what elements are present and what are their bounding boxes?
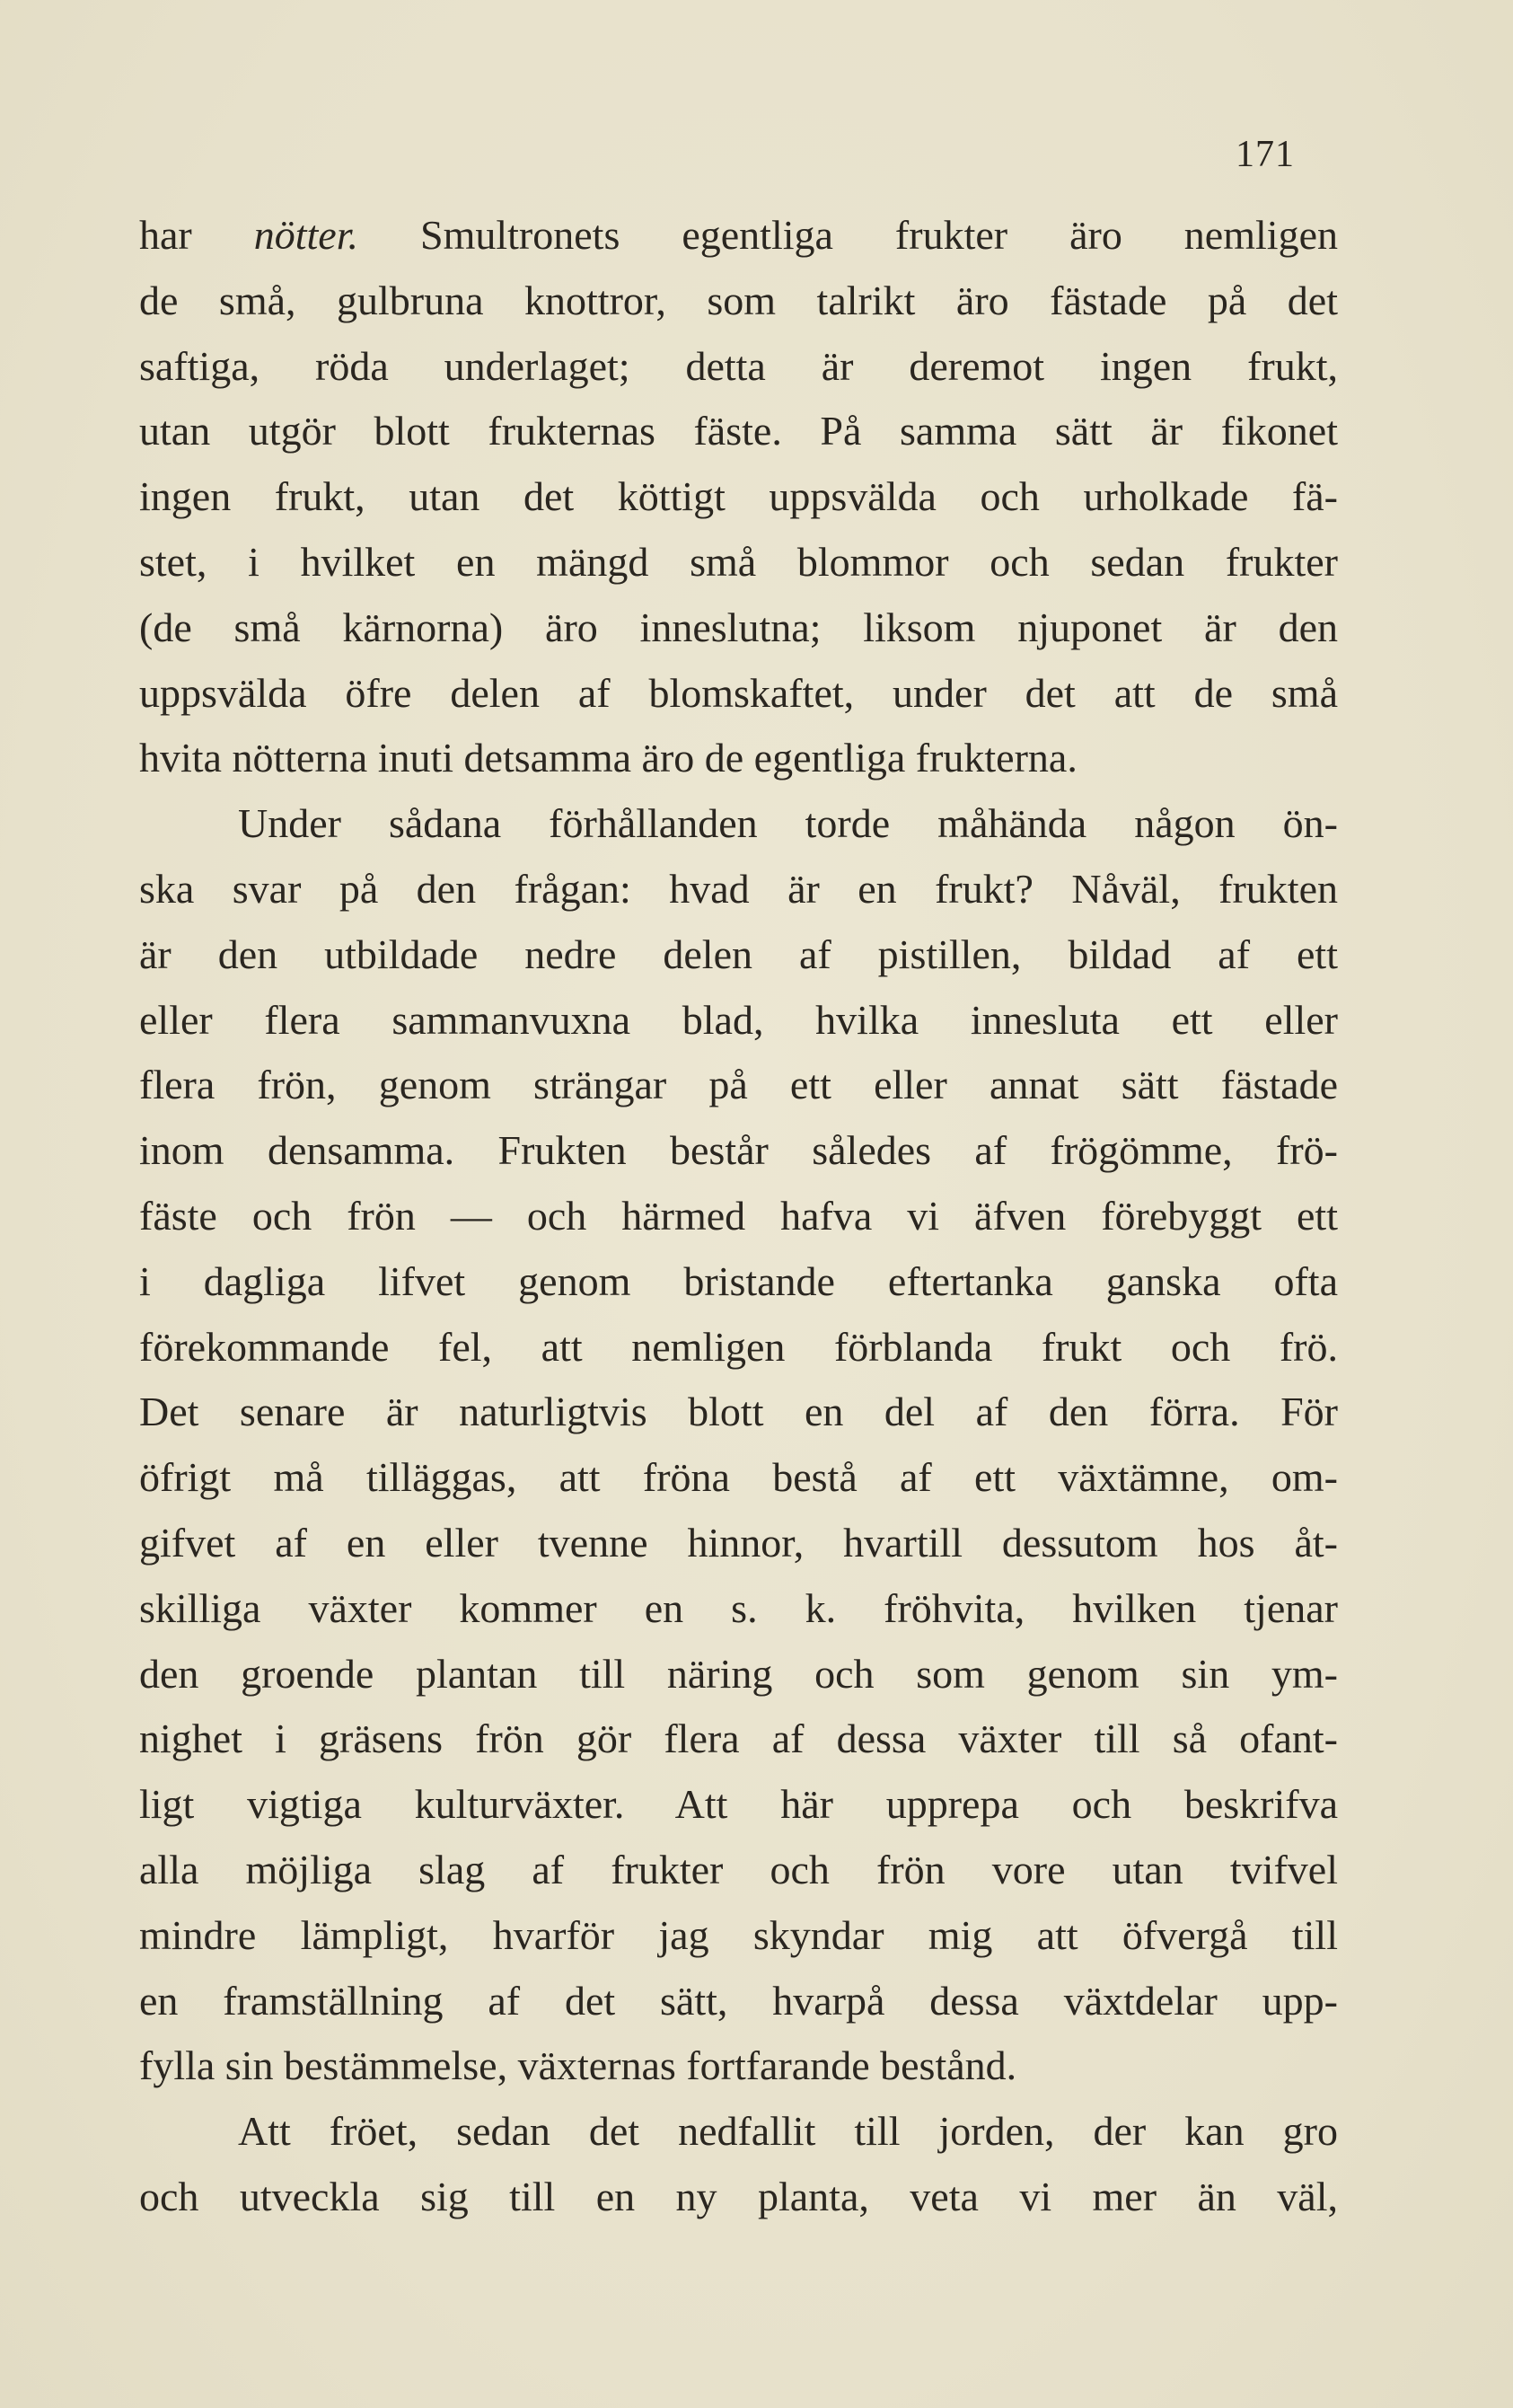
text-line-18: förekommande fel, att nemligen förblanda frukt och frö. [139, 1323, 1338, 1370]
text-line-1-pre: har [139, 212, 254, 258]
text-line-21: gifvet af en eller tvenne hinnor, hvartill dessutom hos åt- [139, 1519, 1338, 1566]
text-line-6: stet, i hvilket en mängd små blommor och sedan frukter [139, 538, 1338, 585]
text-line-1 [139, 203, 1338, 269]
text-line-2: de små, gulbruna knottror, som talrikt äro fästade på det [139, 277, 1338, 323]
text-line-29: fylla sin bestämmelse, växternas fortfarande bestånd. [139, 2042, 1017, 2089]
text-line-16: fäste och frön — och härmed hafva vi äfven förebyggt ett [139, 1192, 1338, 1239]
body-text [139, 203, 1338, 2230]
text-line-30: Att fröet, sedan det nedfallit till jorden, der kan gro [238, 2108, 1338, 2155]
text-line-8: uppsvälda öfre delen af blomskaftet, under det att de små [139, 669, 1338, 716]
text-line-23: den groende plantan till näring och som genom sin ym- [139, 1650, 1338, 1697]
text-line-9: hvita nötterna inuti detsamma äro de egentliga frukterna. [139, 735, 1078, 781]
text-line-4: utan utgör blott frukternas fäste. På samma sätt är fikonet [139, 408, 1338, 454]
text-line-14: flera frön, genom strängar på ett eller annat sätt fästade [139, 1062, 1338, 1108]
text-line-22: skilliga växter kommer en s. k. fröhvita, hvilken tjenar [139, 1584, 1338, 1631]
text-line-1-post: Smultronets egentliga frukter äro nemligen [358, 212, 1338, 258]
text-line-13: eller flera sammanvuxna blad, hvilka innesluta ett eller [139, 996, 1338, 1043]
page-number: 171 [1236, 134, 1295, 175]
text-line-20: öfrigt må tilläggas, att fröna bestå af ett växtämne, om- [139, 1454, 1338, 1501]
text-line-3: saftiga, röda underlaget; detta är deremot ingen frukt, [139, 342, 1338, 389]
text-line-10: Under sådana förhållanden torde måhända någon ön- [238, 800, 1338, 847]
text-line-12: är den utbildade nedre delen af pistillen, bildad af ett [139, 931, 1338, 977]
text-line-28: en framställning af det sätt, hvarpå dessa växtdelar upp- [139, 1977, 1338, 2024]
text-line-11: ska svar på den frågan: hvad är en frukt? Nåväl, frukten [139, 865, 1338, 912]
text-line-24: nighet i gräsens frön gör flera af dessa växter till så ofant- [139, 1716, 1338, 1762]
italic-word: nötter. [253, 212, 359, 258]
text-line-19: Det senare är naturligtvis blott en del af den förra. För [139, 1389, 1338, 1435]
text-line-5: ingen frukt, utan det köttigt uppsvälda och urholkade fä- [139, 473, 1338, 520]
text-line-26: alla möjliga slag af frukter och frön vore utan tvifvel [139, 1846, 1338, 1892]
text-line-7: (de små kärnorna) äro inneslutna; liksom njuponet är den [139, 604, 1338, 650]
text-line-31: och utveckla sig till en ny planta, veta vi mer än väl, [139, 2173, 1338, 2219]
text-line-25: ligt vigtiga kulturväxter. Att här upprepa och beskrifva [139, 1781, 1338, 1828]
text-line-17: i dagliga lifvet genom bristande eftertanka ganska ofta [139, 1257, 1338, 1304]
text-line-15: inom densamma. Frukten består således af frögömme, frö- [139, 1127, 1338, 1174]
text-line-27: mindre lämpligt, hvarför jag skyndar mig att öfvergå till [139, 1911, 1338, 1958]
